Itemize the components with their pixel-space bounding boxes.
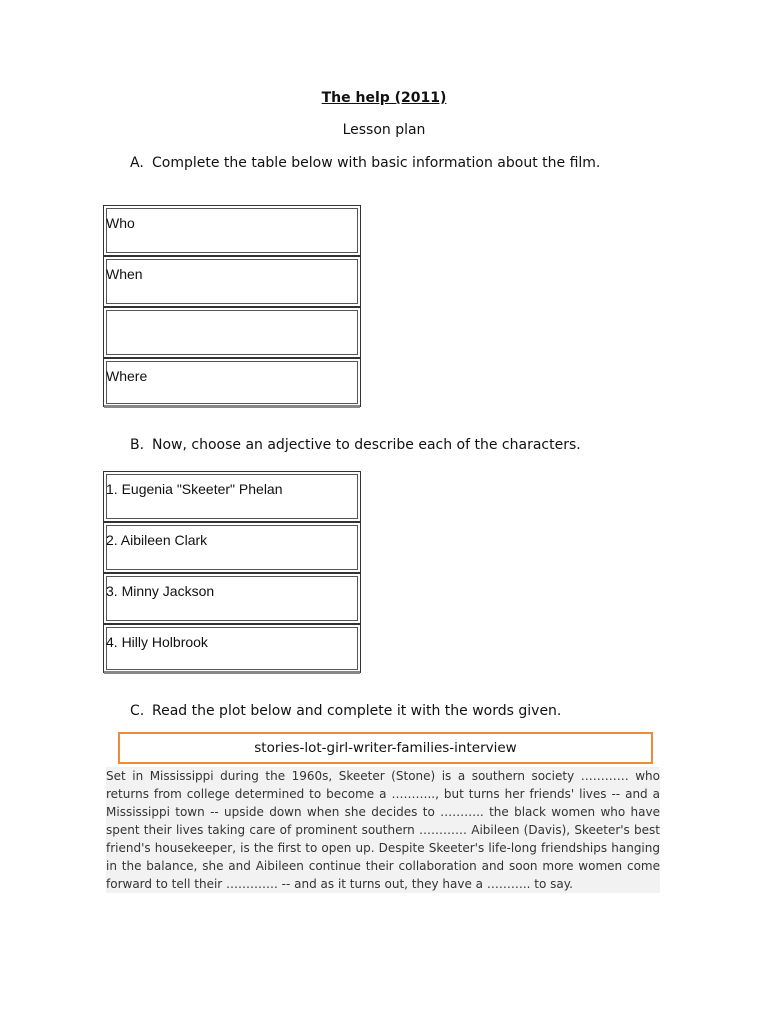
- row-label: 3. Minny Jackson: [106, 583, 215, 599]
- document-title: The help (2011): [321, 90, 447, 106]
- row-label: When: [106, 266, 143, 282]
- table-row-where[interactable]: [103, 358, 361, 407]
- section-a-text: Complete the table below with basic information about the film.: [152, 155, 601, 171]
- word-bank-box: stories-lot-girl-writer-families-interview: [118, 732, 653, 764]
- table-row-when[interactable]: [103, 256, 361, 307]
- document-subtitle: Lesson plan: [342, 122, 426, 138]
- table-row-who[interactable]: [103, 205, 361, 256]
- section-b-instruction: [130, 437, 581, 453]
- table-row-character-2[interactable]: [103, 522, 361, 573]
- table-row-character-1[interactable]: [103, 471, 361, 522]
- section-c-instruction: [130, 703, 561, 719]
- table-row-empty[interactable]: [103, 307, 361, 358]
- section-c-letter: C.: [130, 703, 145, 719]
- table-row-character-3[interactable]: [103, 573, 361, 624]
- section-b-text: Now, choose an adjective to describe each of the characters.: [152, 437, 581, 453]
- row-label: 4. Hilly Holbrook: [106, 634, 208, 650]
- table-row-character-4[interactable]: [103, 624, 361, 673]
- film-info-table: [103, 205, 361, 407]
- row-label: 1. Eugenia "Skeeter" Phelan: [106, 481, 283, 497]
- characters-table: [103, 471, 361, 673]
- plot-paragraph: Set in Mississippi during the 1960s, Skeeter (Stone) is a southern society ………… who returns from college determined to become a ……….., but turns her friends' lives -- and a Mississippi town -- upside down when she decides to ……….. the black women who have spent their lives taking care of prominent southern ………… Aibileen (Davis), Skeeter's best friend's housekeeper, is the first to open up. Despite Skeeter's life-long friendships hanging in the balance, she and Aibileen continue their collaboration and soon more women come forward to tell their …………. -- and as it turns out, they have a ……….. to say.: [106, 769, 660, 891]
- section-a-instruction: [130, 155, 600, 171]
- section-c-text: Read the plot below and complete it with the words given.: [152, 703, 562, 719]
- row-label: 2. Aibileen Clark: [106, 532, 208, 548]
- row-label: Who: [106, 215, 135, 231]
- row-label: Where: [106, 368, 148, 384]
- section-a-letter: A.: [130, 155, 144, 171]
- section-b-letter: B.: [130, 437, 145, 453]
